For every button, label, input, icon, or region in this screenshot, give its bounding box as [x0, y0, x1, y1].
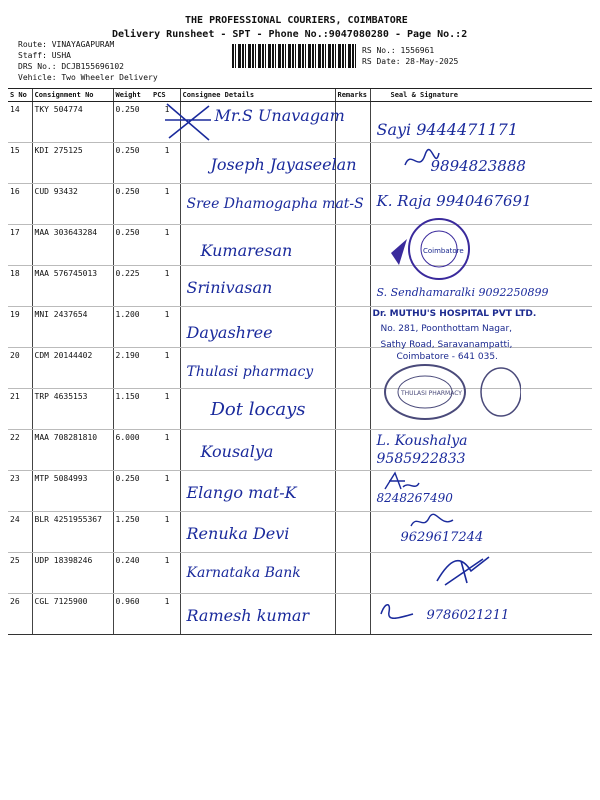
signature-cell [370, 266, 592, 307]
signature-cell [370, 225, 592, 266]
sno-cell: 18 [8, 266, 32, 307]
consignment-cell: KDI 275125 [32, 143, 113, 184]
consignment-cell: MNI 2437654 [32, 307, 113, 348]
consignee-cell [180, 512, 335, 553]
remarks-cell [335, 184, 370, 225]
signature-cell [370, 143, 592, 184]
runsheet-table [8, 88, 592, 635]
table-row [8, 102, 592, 143]
scribble-signature-icon [407, 512, 457, 532]
consignment-cell: UDP 18398246 [32, 553, 113, 594]
pcs-cell: 1 [151, 307, 180, 348]
table-row [8, 553, 592, 594]
consignment-cell: MAA 708281810 [32, 430, 113, 471]
signature-cell [370, 340, 592, 397]
col-header-weight: Weight [113, 89, 151, 102]
signature-handwriting: 9629617244 [400, 530, 484, 545]
remarks-cell [335, 512, 370, 553]
signature-cell [370, 594, 592, 635]
signature-handwriting: 9894823888 [430, 157, 526, 175]
pcs-cell: 1 [151, 430, 180, 471]
scribble-signature-icon [377, 600, 417, 624]
pcs-cell: 1 [151, 471, 180, 512]
signature-cell [370, 553, 592, 594]
table-row [8, 266, 592, 307]
hospital-stamp-name: Dr. MUTHU'S HOSPITAL PVT LTD. [372, 309, 537, 319]
weight-cell: 0.250 [113, 102, 151, 143]
signature-handwriting: 9786021211 [426, 608, 510, 623]
consignee-cell [180, 184, 364, 225]
signature-handwriting: 8248267490 [376, 491, 453, 505]
signature-handwriting: K. Raja 9940467691 [376, 192, 532, 210]
table-row [8, 389, 592, 430]
consignee-cell [180, 594, 335, 635]
table-header-row [8, 89, 592, 102]
remarks-cell [335, 430, 370, 471]
route-label: Route: VINAYAGAPURAM [18, 40, 115, 49]
consignee-handwriting: Ramesh kumar [186, 606, 310, 625]
scribble-signature-icon [431, 551, 495, 589]
sno-cell: 22 [8, 430, 32, 471]
company-title: THE PROFESSIONAL COURIERS, COIMBATORE [185, 15, 408, 26]
pcs-cell: 1 [151, 184, 180, 225]
consignee-handwriting: Sree Dhamogapha mat-S [186, 196, 364, 212]
weight-cell: 1.200 [113, 307, 151, 348]
table-row [8, 143, 592, 184]
consignee-cell [180, 225, 335, 266]
seal-city-text: Coimbatore [422, 247, 464, 255]
sno-cell: 16 [8, 184, 32, 225]
consignment-cell: MAA 576745013 [32, 266, 113, 307]
table-row [8, 471, 592, 512]
consignment-cell: MAA 303643284 [32, 225, 113, 266]
pcs-cell: 1 [151, 389, 180, 430]
consignee-cell [180, 553, 335, 594]
signature-cell [370, 512, 592, 553]
weight-cell: 0.960 [113, 594, 151, 635]
signature-cell [370, 471, 592, 512]
signature-cell [370, 389, 592, 430]
table-row [8, 225, 592, 266]
remarks-cell [335, 389, 370, 430]
weight-cell: 6.000 [113, 430, 151, 471]
table-row [8, 348, 592, 389]
weight-cell: 0.225 [113, 266, 151, 307]
weight-cell: 0.250 [113, 225, 151, 266]
weight-cell: 1.150 [113, 389, 151, 430]
consignee-cell [180, 143, 357, 184]
staff-label: Staff: USHA [18, 51, 71, 60]
sno-cell: 26 [8, 594, 32, 635]
remarks-cell [335, 266, 370, 307]
consignee-handwriting: Kumaresan [200, 241, 293, 260]
sno-cell: 19 [8, 307, 32, 348]
remarks-cell [335, 102, 370, 143]
runsheet-subtitle: Delivery Runsheet - SPT - Phone No.:9047080280 - Page No.:2 [112, 29, 468, 40]
hospital-stamp-address: Sathy Road, Saravanampatti, [380, 340, 513, 350]
consignee-handwriting: Mr.S Unavagam [214, 106, 345, 125]
pcs-cell: 1 [151, 553, 180, 594]
remarks-cell [335, 225, 370, 266]
table-row [8, 184, 592, 225]
remarks-cell [335, 553, 370, 594]
consignee-handwriting: Thulasi pharmacy [186, 364, 314, 380]
sno-cell: 24 [8, 512, 32, 553]
weight-cell: 0.240 [113, 553, 151, 594]
consignee-handwriting: Renuka Devi [186, 524, 290, 543]
consignee-cell [180, 471, 335, 512]
pcs-cell: 1 [151, 225, 180, 266]
signature-cell [370, 430, 592, 471]
remarks-cell [335, 143, 370, 184]
consignment-cell: MTP 5084993 [32, 471, 113, 512]
weight-cell: 0.250 [113, 184, 151, 225]
consignment-cell: CDM 20144402 [32, 348, 113, 389]
pcs-cell: 1 [151, 594, 180, 635]
consignee-handwriting: Kousalya [200, 442, 274, 461]
drs-number: DRS No.: DCJB155696102 [18, 62, 124, 71]
consignee-handwriting: Srinivasan [186, 278, 273, 297]
sno-cell: 21 [8, 389, 32, 430]
consignee-cell [180, 389, 335, 430]
consignee-handwriting: Elango mat-K [186, 483, 297, 502]
hospital-stamp-city: Coimbatore - 641 035. [396, 352, 498, 362]
consignment-cell: TRP 4635153 [32, 389, 113, 430]
consignment-cell: CGL 7125900 [32, 594, 113, 635]
consignee-handwriting: Joseph Jayaseelan [210, 155, 357, 174]
remarks-cell [335, 471, 370, 512]
consignee-handwriting: Karnataka Bank [186, 565, 301, 581]
consignee-cell [180, 266, 335, 307]
signature-handwriting: L. Koushalya 9585922833 [376, 433, 468, 467]
col-header-consignment: Consignment No [32, 89, 113, 102]
pcs-cell: 1 [151, 266, 180, 307]
strike-mark-icon [161, 100, 221, 144]
weight-cell: 0.250 [113, 143, 151, 184]
pcs-cell: 1 [151, 143, 180, 184]
remarks-cell [335, 594, 370, 635]
col-header-signature: Seal & Signature [370, 89, 592, 102]
table-row [8, 430, 592, 471]
signature-handwriting: S. Sendhamaralki 9092250899 [376, 286, 549, 299]
table-row [8, 594, 592, 635]
remarks-cell [335, 307, 370, 348]
rs-number: RS No.: 1556961 [362, 46, 435, 55]
weight-cell: 0.250 [113, 471, 151, 512]
col-header-remarks: Remarks [335, 89, 370, 102]
signature-cell [370, 102, 592, 143]
weight-cell: 2.190 [113, 348, 151, 389]
consignee-handwriting: Dayashree [186, 323, 273, 342]
sno-cell: 17 [8, 225, 32, 266]
remarks-cell [335, 348, 370, 389]
pcs-cell: 1 [151, 512, 180, 553]
consignee-handwriting: Dot locays [210, 399, 306, 420]
weight-cell: 1.250 [113, 512, 151, 553]
scribble-signature-icon [381, 471, 421, 493]
pcs-cell: 1 [151, 348, 180, 389]
consignee-cell [180, 307, 335, 348]
consignee-cell [180, 348, 335, 389]
pharmacy-seal-text: THULASI PHARMACY [400, 390, 462, 397]
consignee-cell [180, 102, 345, 143]
pcs-cell: 1 [151, 102, 180, 143]
consignee-cell [180, 430, 335, 471]
hospital-stamp-address: No. 281, Poonthottam Nagar, [380, 324, 513, 334]
sno-cell: 25 [8, 553, 32, 594]
sno-cell: 23 [8, 471, 32, 512]
sno-cell: 15 [8, 143, 32, 184]
barcode-image [232, 44, 356, 68]
vehicle-label: Vehicle: Two Wheeler Delivery [18, 73, 158, 82]
consignment-cell: BLR 4251955367 [32, 512, 113, 553]
consignment-cell: CUD 93432 [32, 184, 113, 225]
table-row [8, 512, 592, 553]
col-header-pcs: PCS [151, 89, 180, 102]
sno-cell: 14 [8, 102, 32, 143]
signature-handwriting: Sayi 9444471171 [376, 120, 519, 139]
rs-date: RS Date: 28-May-2025 [362, 57, 459, 66]
col-header-consignee: Consignee Details [180, 89, 335, 102]
sno-cell: 20 [8, 348, 32, 389]
col-header-sno: S No [8, 89, 32, 102]
consignment-cell: TKY 504774 [32, 102, 113, 143]
